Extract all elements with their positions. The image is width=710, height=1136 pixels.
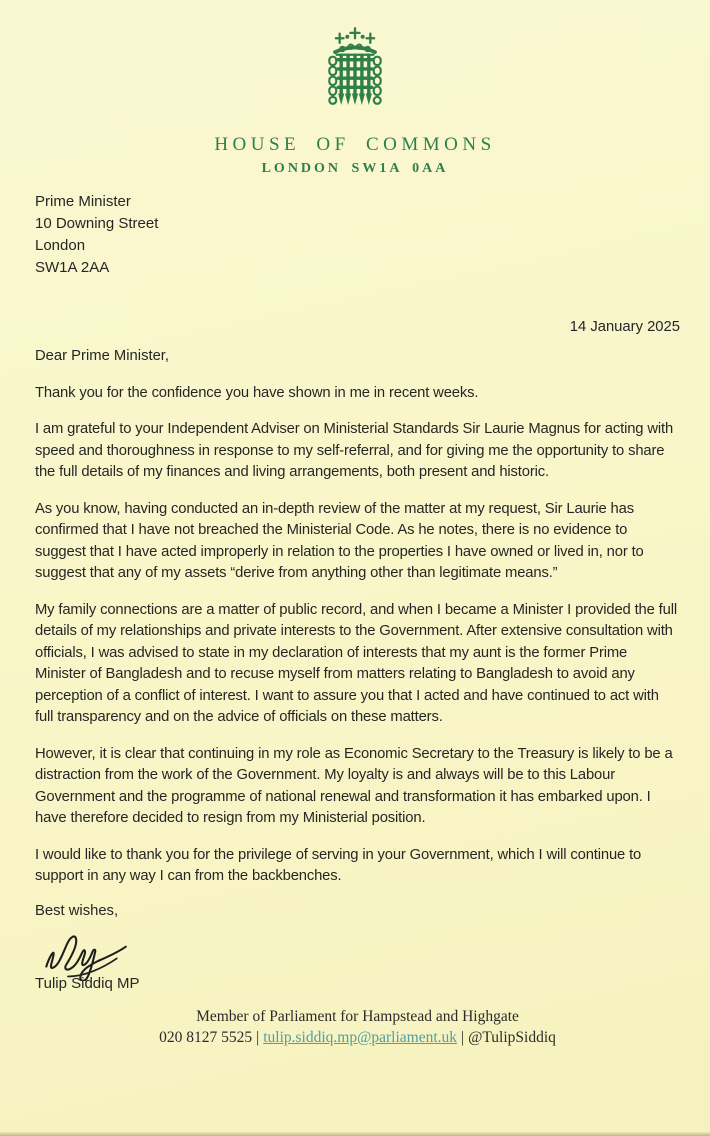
letter-body: [0, 191, 710, 1048]
footer-separator: |: [256, 1028, 260, 1046]
signature-block: [35, 925, 680, 992]
recipient-line: London: [35, 237, 86, 254]
paragraph: My family connections are a matter of public record, and when I became a Minister I provided the full details of my relationships and private interests to the Government. After extensive consultation with officials, I was advised to state in my declaration of interests that my aunt is the former Prime Minister of Bangladesh and to recuse myself from matters relating to Bangladesh to avoid any perception of a conflict of interest. I want to assure you that I acted and have continued to act with full transparency and on the advice of officials on these matters.: [35, 601, 677, 725]
paragraph: As you know, having conducted an in-depth review of the matter at my request, Sir Laurie has confirmed that I have not breached the Ministerial Code. As he notes, there is no evidence to suggest that I have acted improperly in relation to the properties I have owned or lived in, nor to suggest that any of my assets “derive from anything other than legitimate means.”: [35, 500, 644, 581]
footer-separator: |: [461, 1028, 465, 1046]
paragraph: I would like to thank you for the privilege of serving in your Government, which I will continue to support in any way I can from the backbenches.: [35, 846, 642, 884]
recipient-line: SW1A 2AA: [35, 259, 110, 276]
letter-date: 14 January 2025: [569, 319, 680, 335]
recipient-line: 10 Downing Street: [35, 215, 159, 232]
footer-social-handle: @TulipSiddiq: [468, 1028, 556, 1046]
paragraph: Thank you for the confidence you have shown in me in recent weeks.: [35, 384, 479, 401]
recipient-address: [35, 191, 680, 279]
scan-edge-shadow: [0, 1132, 710, 1136]
footer-contact: [35, 1027, 680, 1048]
footer-phone: 020 8127 5525: [159, 1028, 253, 1046]
letterhead-title: HOUSE OF COMMONS: [214, 134, 496, 155]
letterhead: [0, 0, 710, 177]
paragraph: However, it is clear that continuing in my role as Economic Secretary to the Treasury is likely to be a distraction from the work of the Government. My loyalty is and always will be to this Labour Government and the programme of national renewal and transformation it has embarked upon. I have therefore decided to resign from my Ministerial position.: [35, 745, 673, 826]
closing: Best wishes,: [35, 902, 119, 919]
salutation: Dear Prime Minister,: [35, 348, 170, 364]
recipient-line: Prime Minister: [35, 193, 131, 210]
house-of-commons-portcullis-crest-icon: [316, 26, 394, 118]
paragraph: I am grateful to your Independent Adviser on Ministerial Standards Sir Laurie Magnus for acting with speed and thoroughness in response to my self-referral, and for giving me the opportunity to share the full details of my finances and living arrangements, both present and historic.: [35, 421, 674, 480]
footer: [35, 1006, 680, 1048]
email-link[interactable]: tulip.siddiq.mp@parliament.uk: [263, 1028, 457, 1046]
footer-role: Member of Parliament for Hampstead and Highgate: [196, 1007, 519, 1025]
printed-name: Tulip Siddiq MP: [35, 974, 140, 992]
handwritten-signature: [37, 925, 155, 981]
letterhead-address: LONDON SW1A 0AA: [261, 161, 449, 176]
paragraphs: [35, 383, 680, 888]
